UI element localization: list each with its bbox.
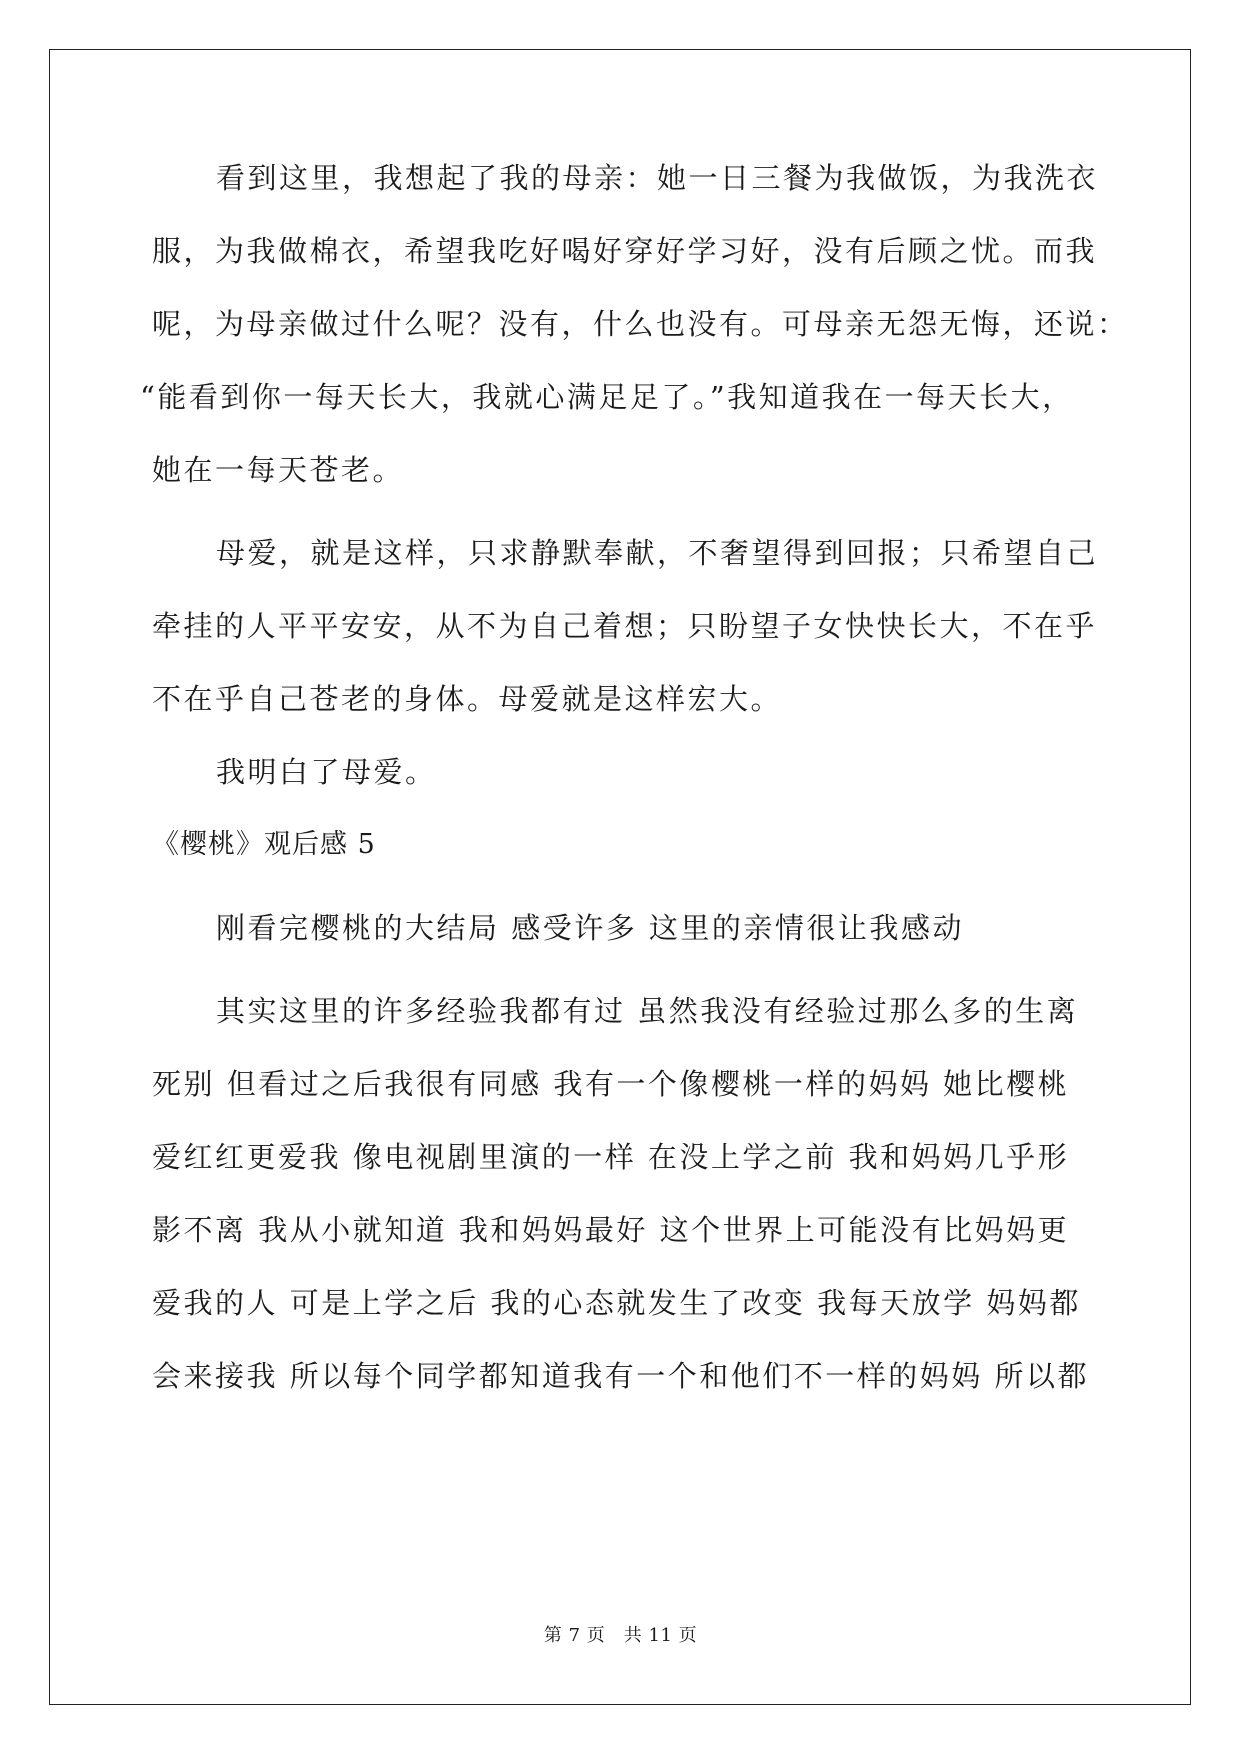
paragraph-line: 母爱，就是这样，只求静默奉献，不奢望得到回报；只希望自己	[216, 536, 1099, 570]
page-border	[49, 49, 1191, 1705]
paragraph-line: 我明白了母爱。	[216, 755, 437, 789]
paragraph-line: 影不离 我从小就知道 我和妈妈最好 这个世界上可能没有比妈妈更	[152, 1213, 1070, 1247]
paragraph-line: 呢，为母亲做过什么呢？没有，什么也没有。可母亲无怨无悔，还说：	[152, 307, 1129, 341]
paragraph-line: 刚看完樱桃的大结局 感受许多 这里的亲情很让我感动	[216, 911, 964, 945]
paragraph-line: “能看到你一每天长大，我就心满足足了。”我知道我在一每天长大，	[140, 380, 1074, 414]
paragraph-line: 她在一每天苍老。	[152, 453, 405, 487]
paragraph-line: 死别 但看过之后我很有同感 我有一个像樱桃一样的妈妈 她比樱桃	[152, 1067, 1070, 1101]
paragraph-line: 会来接我 所以每个同学都知道我有一个和他们不一样的妈妈 所以都	[152, 1359, 1089, 1393]
paragraph-line: 不在乎自己苍老的身体。母爱就是这样宏大。	[152, 682, 783, 716]
paragraph-line: 爱红红更爱我 像电视剧里演的一样 在没上学之前 我和妈妈几乎形	[152, 1140, 1070, 1174]
paragraph-line: 牵挂的人平平安安，从不为自己着想；只盼望子女快快长大，不在乎	[152, 609, 1098, 643]
paragraph-line: 服，为我做棉衣，希望我吃好喝好穿好学习好，没有后顾之忧。而我	[152, 234, 1098, 268]
paragraph-line: 其实这里的许多经验我都有过 虽然我没有经验过那么多的生离	[216, 994, 1079, 1028]
page-number-footer: 第 7 页 共 11 页	[543, 1625, 698, 1646]
paragraph-line: 爱我的人 可是上学之后 我的心态就发生了改变 我每天放学 妈妈都	[152, 1286, 1081, 1320]
section-heading: 《樱桃》观后感 5	[152, 829, 376, 860]
paragraph-line: 看到这里，我想起了我的母亲：她一日三餐为我做饭，为我洗衣	[216, 161, 1099, 195]
